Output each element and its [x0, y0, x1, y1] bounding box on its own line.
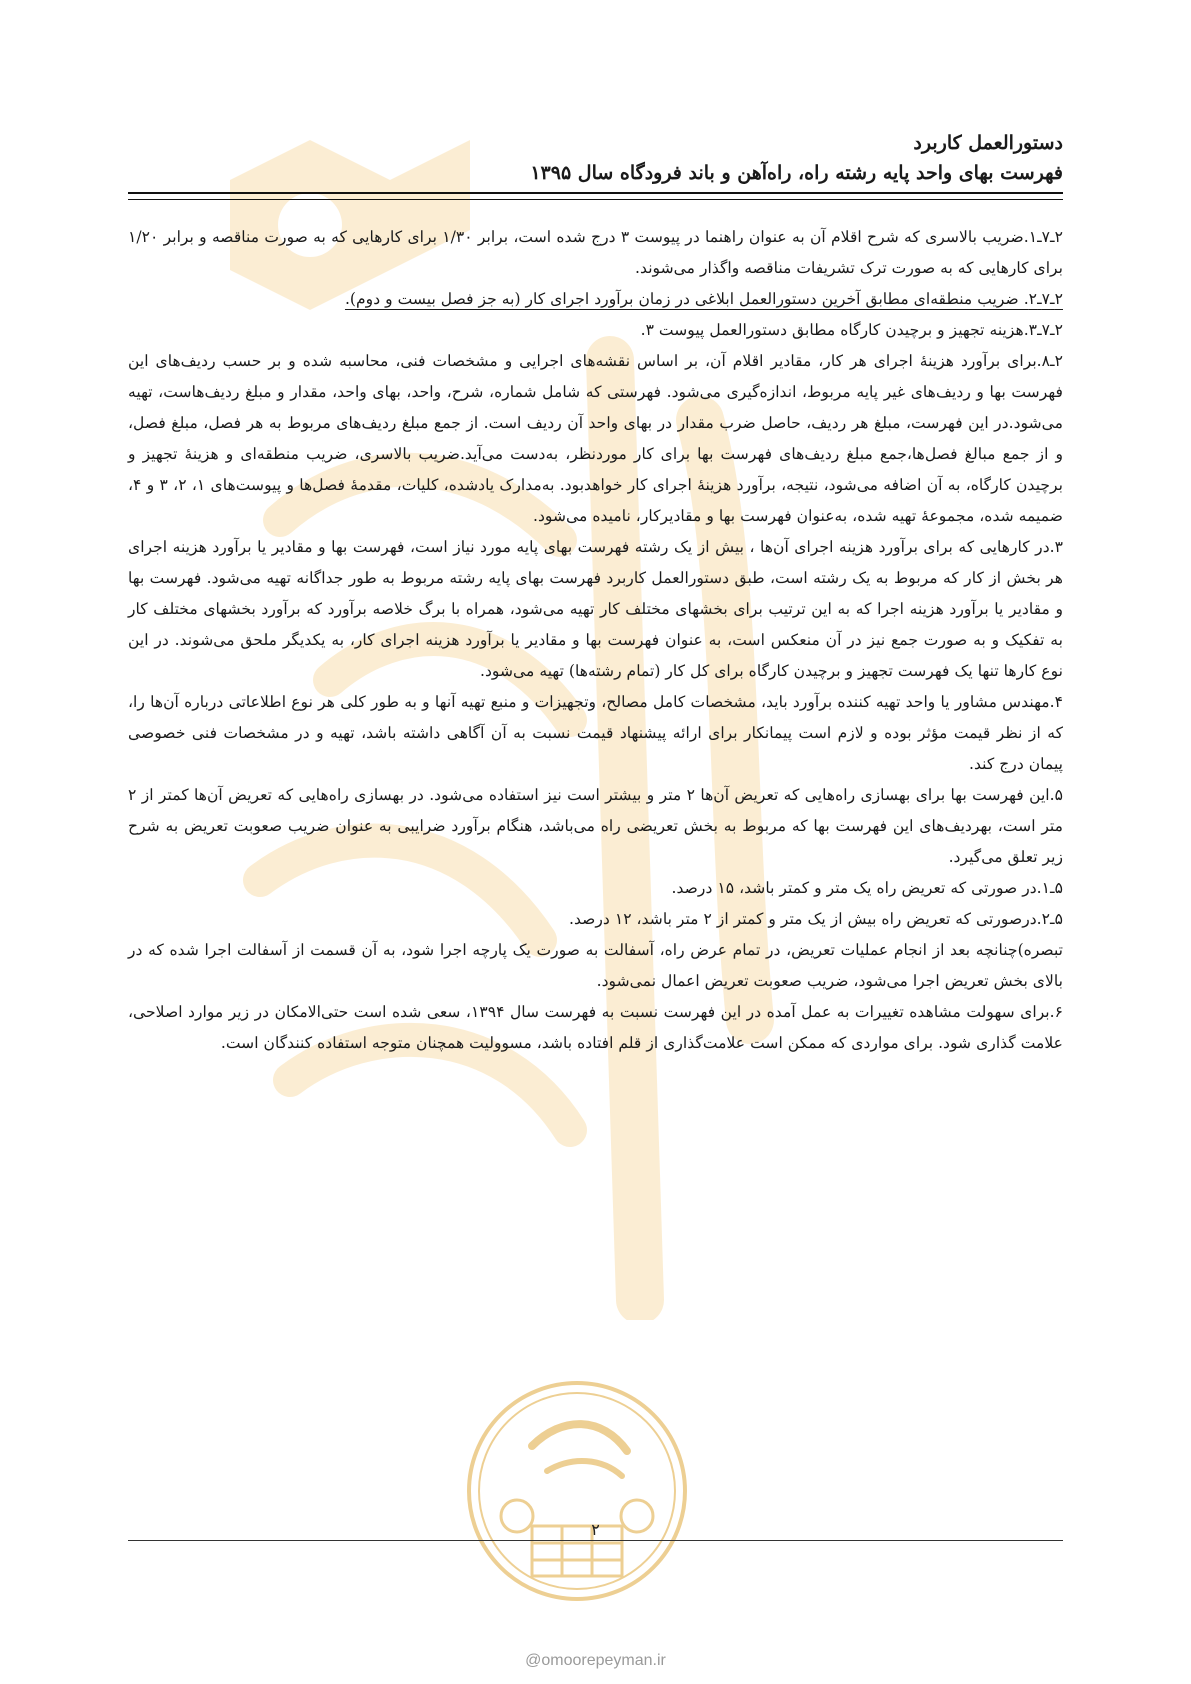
paragraph-note: تبصره)چنانچه بعد از انجام عملیات تعریض، در تمام عرض راه، آسفالت به صورت یک پارچه اجرا شود، به آن قسمت از آسفالت اجرا شده که در بالای بخش تعریض اجرا می‌شود، ضریب صعوبت تعریض اعمال نمی‌شود.: [128, 941, 1063, 990]
paragraph-2-7-1: ۲ـ۷ـ۱.ضریب بالاسری که شرح اقلام آن به عنوان راهنما در پیوست ۳ درج شده است، برابر ۱/۳۰ برای کارهایی که به صورت مناقصه و برابر ۱/۲۰ برای کارهایی که به صورت ترک تشریفات مناقصه واگذار می‌شوند.: [128, 228, 1064, 277]
paragraph-2-7-2: ۲ـ۷ـ۲. ضریب منطقه‌ای مطابق آخرین دستورالعمل ابلاغی در زمان برآورد اجرای کار (به جز فصل بیست و دوم).: [344, 290, 1063, 308]
company-seal-icon: [462, 1376, 692, 1606]
paragraph-4: ۴.مهندس مشاور یا واحد تهیه کننده برآورد باید، مشخصات کامل مصالح، وتجهیزات و منبع تهیه آنها و به طور کلی هر نوع اطلاعاتی درباره آن‌ها را، که از نظر قیمت مؤثر بوده و لازم است پیمانکار برای ارائه پیشنهاد قیمت نسبت به آن آگاهی داشته باشد، تهیه و در مشخصات فنی خصوصی پیمان درج کند.: [128, 693, 1063, 773]
paragraph-3: ۳.در کارهایی که برای برآورد هزینه اجرای آن‌ها ، بیش از یک رشته فهرست بهای پایه مورد نیاز است، فهرست بها و مقادیر یا برآورد هزینه اجرای هر بخش از کار که مربوط به یک رشته است، طبق دستورالعمل کاربرد فهرست بهای پایه رشته مربوط به طور جداگانه تهیه می‌شود. فهرست بها و مقادیر یا برآورد هزینه اجرا که به این ترتیب برای بخشهای مختلف کار تهیه می‌شود، همراه با برگ خلاصه برآورد که برآورد بخشهای مختلف کار به تفکیک و به صورت جمع نیز در آن منعکس است، به عنوان فهرست بها و مقادیر یا برآورد هزینه اجرای کار، به یکدیگر ملحق می‌شوند. در این نوع کارها تنها یک فهرست تجهیز و برچیدن کارگاه برای کل کار (تمام رشته‌ها) تهیه می‌شود.: [128, 538, 1063, 680]
header-title: دستورالعمل کاربرد: [913, 132, 1063, 154]
paragraph-2-8: ۲ـ۸.برای برآورد هزینهٔ اجرای هر کار، مقادیر اقلام آن، بر اساس نقشه‌های اجرایی و مشخصات فنی، محاسبه شده و بر حسب ردیف‌های این فهرست بها و ردیف‌های غیر پایه مربوط، اندازه‌گیری می‌شود. فهرستی که شامل شماره، شرح، واحد، بهای واحد، مقدار و مبلغ ردیف‌هاست، تهیه می‌شود.در این فهرست، مبلغ هر ردیف، حاصل ضرب مقدار در بهای واحد آن ردیف است. از جمع مبلغ ردیف‌های مربوط به هر فصل، مبلغ فصل، و از جمع مبالغ فصل‌ها،جمع مبلغ ردیف‌های فهرست بها برای کار موردنظر، به‌دست می‌آید.ضریب بالاسری، ضریب منطقه‌ای و هزینهٔ تجهیز و برچیدن کارگاه، به آن اضافه می‌شود، نتیجه، برآورد هزینهٔ اجرای کار خواهدبود. به‌مدارک یادشده، کلیات، مقدمهٔ فصل‌ها و پیوست‌های ۱، ۲، ۳ و ۴، ضمیمه شده، مجموعهٔ تهیه شده، به‌عنوان فهرست بها و مقادیرکار، نامیده می‌شود.: [128, 352, 1063, 525]
at-sign-icon: @: [525, 1652, 542, 1669]
document-header: [128, 128, 1063, 188]
header-subtitle: فهرست بهای واحد پایه رشته راه، راه‌آهن و باند فرودگاه سال ۱۳۹۵: [530, 162, 1063, 184]
document-body: [128, 222, 1063, 1059]
website-url: omoorepeyman.ir: [541, 1652, 666, 1669]
website-footer: [0, 1652, 1191, 1670]
paragraph-5: ۵.این فهرست بها برای بهسازی راه‌هایی که تعریض آن‌ها ۲ متر و بیشتر است نیز استفاده می‌شود. در بهسازی راه‌هایی که تعریض آن‌ها کمتر از ۲ متر است، بهردیف‌های این فهرست بها که مربوط به بخش تعریضی راه می‌باشد، هنگام برآورد ضرایبی به عنوان ضریب صعوبت تعریض به شرح زیر تعلق می‌گیرد.: [128, 786, 1063, 866]
paragraph-5-1: ۵ـ۱.در صورتی که تعریض راه یک متر و کمتر باشد، ۱۵ درصد.: [671, 879, 1063, 897]
header-divider: [128, 192, 1063, 200]
paragraph-5-2: ۵ـ۲.درصورتی که تعریض راه بیش از یک متر و کمتر از ۲ متر باشد، ۱۲ درصد.: [568, 910, 1063, 928]
page-number: ۲: [591, 1520, 600, 1539]
paragraph-6: ۶.برای سهولت مشاهده تغییرات به عمل آمده در این فهرست نسبت به فهرست سال ۱۳۹۴، سعی شده است حتی‌الامکان در زیر موارد اصلاحی، علامت گذاری شود. برای مواردی که ممکن است علامت‌گذاری از قلم افتاده باشد، مسوولیت همچنان متوجه استفاده کنندگان است.: [128, 1003, 1063, 1052]
paragraph-2-7-3: ۲ـ۷ـ۳.هزینه تجهیز و برچیدن کارگاه مطابق دستورالعمل پیوست ۳.: [640, 321, 1063, 339]
footer-divider: [128, 1540, 1063, 1541]
